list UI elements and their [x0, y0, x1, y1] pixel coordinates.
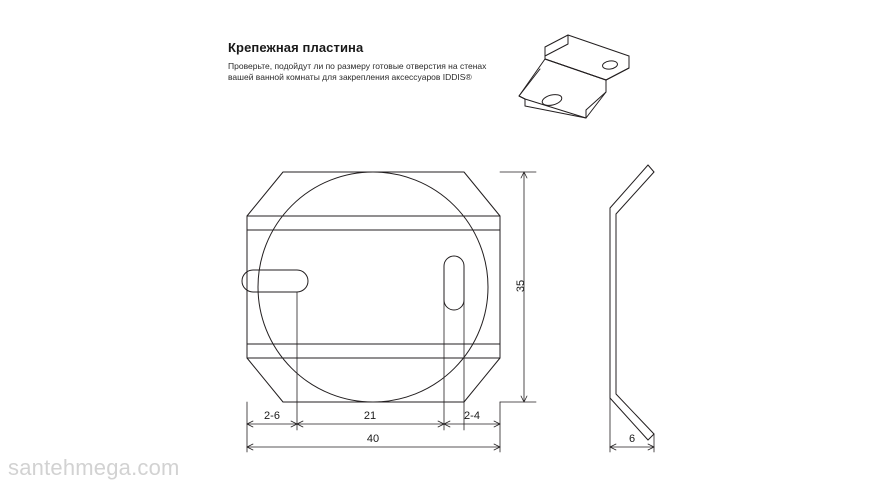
dimension-label-35: 35	[515, 279, 527, 293]
dimension-label-6: 6	[628, 433, 636, 445]
page-description: Проверьте, подойдут ли по размеру готовые отверстия на стенах вашей ванной комнаты для закрепления аксессуаров IDDIS®	[228, 61, 487, 82]
side-view	[610, 165, 654, 440]
page-title: Крепежная пластина	[228, 40, 364, 55]
front-view	[242, 172, 500, 402]
dimension-label-2-6: 2-6	[264, 410, 280, 422]
dimension-label-40: 40	[366, 433, 380, 445]
watermark: santehmega.com	[8, 455, 180, 480]
dimension-lines	[247, 172, 654, 452]
dimension-label-21: 21	[363, 410, 377, 422]
dimension-label-2-4: 2-4	[464, 410, 480, 422]
isometric-view	[519, 35, 629, 118]
